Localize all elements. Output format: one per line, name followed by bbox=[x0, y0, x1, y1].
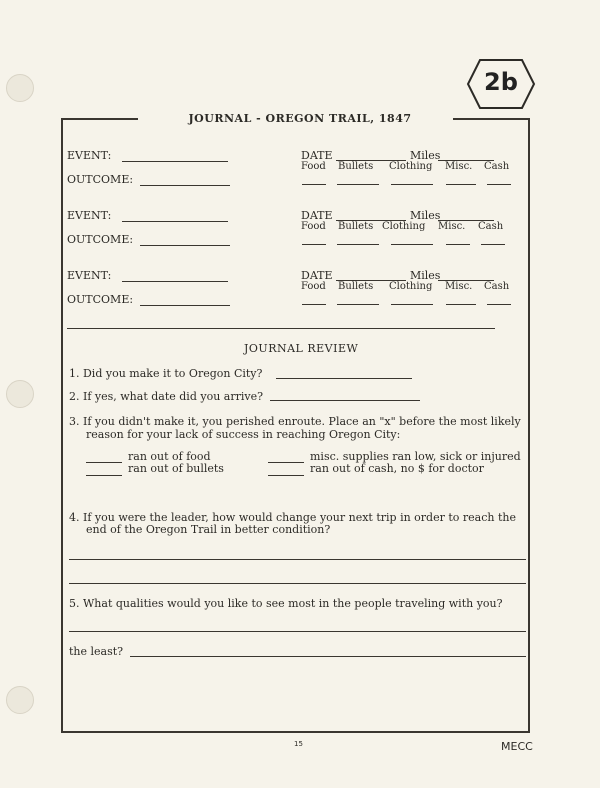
col-misc: Misc. bbox=[445, 161, 473, 172]
food-field[interactable] bbox=[302, 244, 326, 245]
question-1: 1. Did you make it to Oregon City? bbox=[69, 367, 263, 380]
date-label: DATE bbox=[301, 149, 333, 162]
outcome-label: OUTCOME: bbox=[67, 233, 134, 246]
section-divider bbox=[67, 328, 495, 329]
date-label: DATE bbox=[301, 209, 333, 222]
question-3-line1: 3. If you didn't make it, you perished enroute. Place an "x" before the most likely bbox=[69, 415, 521, 428]
question-3-line2: reason for your lack of success in reaching Oregon City: bbox=[86, 428, 401, 441]
question-4-line2: end of the Oregon Trail in better condition? bbox=[86, 523, 331, 536]
outcome-field[interactable] bbox=[140, 305, 230, 306]
frame-top-left bbox=[61, 118, 138, 120]
cash-field[interactable] bbox=[481, 244, 505, 245]
col-bullets: Bullets bbox=[338, 161, 374, 172]
col-clothing: Clothing bbox=[382, 221, 426, 232]
col-clothing: Clothing bbox=[389, 161, 433, 172]
col-bullets: Bullets bbox=[338, 221, 374, 232]
binder-hole-top bbox=[6, 74, 34, 102]
question-2: 2. If yes, what date did you arrive? bbox=[69, 390, 263, 403]
badge-label: 2b bbox=[484, 68, 518, 96]
col-bullets: Bullets bbox=[338, 281, 374, 292]
question-4-answer-line-1[interactable] bbox=[69, 559, 526, 560]
date-label: DATE bbox=[301, 269, 333, 282]
col-cash: Cash bbox=[478, 221, 504, 232]
outcome-label: OUTCOME: bbox=[67, 293, 134, 306]
frame-top-right bbox=[453, 118, 530, 120]
col-cash: Cash bbox=[484, 281, 510, 292]
event-field[interactable] bbox=[122, 161, 228, 162]
option-bullets-label: ran out of bullets bbox=[128, 462, 224, 475]
col-food: Food bbox=[301, 221, 326, 232]
option-food-checkbox[interactable] bbox=[86, 462, 122, 463]
bullets-field[interactable] bbox=[337, 184, 379, 185]
option-supplies-label: misc. supplies ran low, sick or injured bbox=[310, 450, 521, 463]
event-field[interactable] bbox=[122, 221, 228, 222]
review-title: JOURNAL REVIEW bbox=[244, 342, 359, 355]
page-badge bbox=[466, 58, 536, 110]
publisher-label: MECC bbox=[501, 740, 533, 753]
col-food: Food bbox=[301, 161, 326, 172]
page-title: JOURNAL - OREGON TRAIL, 1847 bbox=[188, 112, 412, 125]
food-field[interactable] bbox=[302, 184, 326, 185]
bullets-field[interactable] bbox=[337, 304, 379, 305]
outcome-field[interactable] bbox=[140, 185, 230, 186]
col-food: Food bbox=[301, 281, 326, 292]
frame-bottom bbox=[61, 731, 530, 733]
cash-field[interactable] bbox=[487, 304, 511, 305]
question-1-answer[interactable] bbox=[276, 378, 412, 379]
outcome-label: OUTCOME: bbox=[67, 173, 134, 186]
event-field[interactable] bbox=[122, 281, 228, 282]
option-supplies-checkbox[interactable] bbox=[268, 462, 304, 463]
option-cash-checkbox[interactable] bbox=[268, 475, 304, 476]
food-field[interactable] bbox=[302, 304, 326, 305]
clothing-field[interactable] bbox=[391, 244, 433, 245]
question-5: 5. What qualities would you like to see most in the people traveling with you? bbox=[69, 597, 503, 610]
event-label: EVENT: bbox=[67, 149, 112, 162]
col-clothing: Clothing bbox=[389, 281, 433, 292]
question-5-least-answer[interactable] bbox=[130, 656, 526, 657]
frame-right bbox=[528, 118, 530, 733]
option-cash-label: ran out of cash, no $ for doctor bbox=[310, 462, 484, 475]
miles-label: Miles bbox=[410, 209, 441, 222]
col-misc: Misc. bbox=[445, 281, 473, 292]
bullets-field[interactable] bbox=[337, 244, 379, 245]
question-5-least-label: the least? bbox=[69, 645, 124, 658]
miles-label: Miles bbox=[410, 269, 441, 282]
question-5-answer[interactable] bbox=[69, 631, 526, 632]
misc-field[interactable] bbox=[446, 184, 476, 185]
binder-hole-middle bbox=[6, 380, 34, 408]
clothing-field[interactable] bbox=[391, 184, 433, 185]
frame-left bbox=[61, 118, 63, 733]
miles-label: Miles bbox=[410, 149, 441, 162]
col-cash: Cash bbox=[484, 161, 510, 172]
question-2-answer[interactable] bbox=[270, 400, 420, 401]
event-label: EVENT: bbox=[67, 209, 112, 222]
event-label: EVENT: bbox=[67, 269, 112, 282]
question-4-answer-line-2[interactable] bbox=[69, 583, 526, 584]
cash-field[interactable] bbox=[487, 184, 511, 185]
question-4-line1: 4. If you were the leader, how would change your next trip in order to reach the bbox=[69, 511, 516, 524]
option-bullets-checkbox[interactable] bbox=[86, 475, 122, 476]
col-misc: Misc. bbox=[438, 221, 466, 232]
clothing-field[interactable] bbox=[391, 304, 433, 305]
misc-field[interactable] bbox=[446, 244, 470, 245]
option-food-label: ran out of food bbox=[128, 450, 211, 463]
misc-field[interactable] bbox=[446, 304, 476, 305]
binder-hole-bottom bbox=[6, 686, 34, 714]
page-number: 15 bbox=[294, 740, 303, 748]
outcome-field[interactable] bbox=[140, 245, 230, 246]
